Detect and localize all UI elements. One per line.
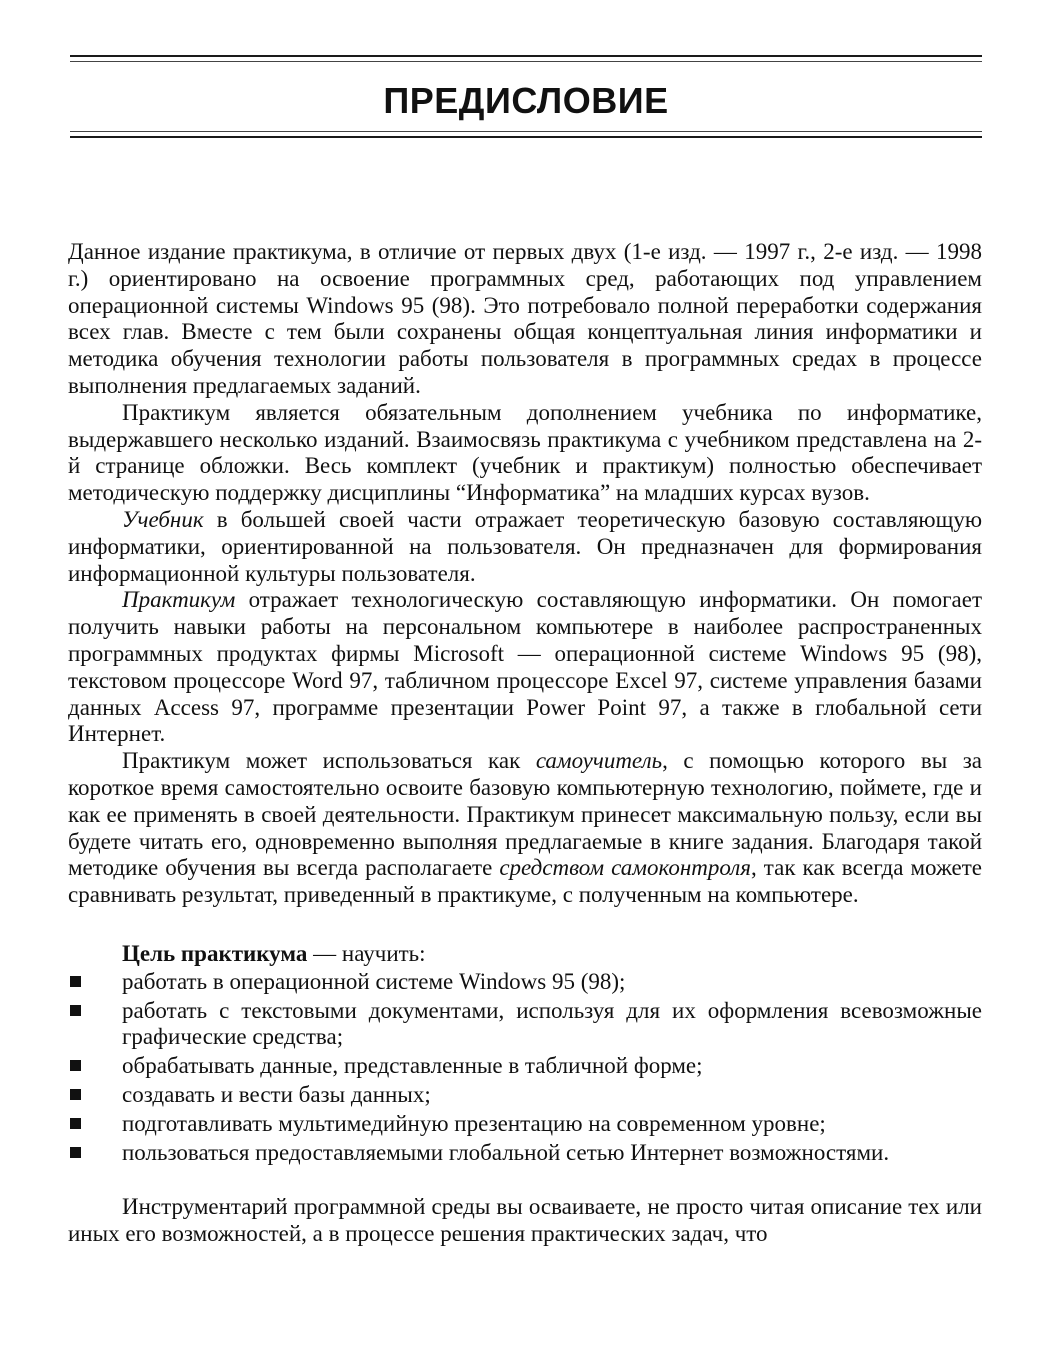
paragraph-5	[68, 748, 982, 909]
goal-list-item	[68, 1053, 982, 1080]
goal-heading-bold: Цель практикума	[122, 940, 308, 966]
paragraph-1-text: Данное издание практикума, в отличие от первых двух (1-е изд. — 1997 г., 2-е изд. — 1998 г.) ориентировано на освоение программных сред, работающих под управлением операционной системы Windows 95 (98). Это потребовало полной переработки содержания всех глав. Вместе с тем были сохранены общая концептуальная линия информатики и методика обучения технологии работы пользователя в программных средах в процессе выполнения предлагаемых заданий.	[68, 239, 982, 398]
header-rule-top-thick	[70, 55, 982, 57]
goal-list-item-text: обрабатывать данные, представленные в табличной форме;	[122, 1053, 703, 1079]
paragraph-1	[68, 239, 982, 400]
goal-list-item-text: работать с текстовыми документами, используя для их оформления всевозможные графические средства;	[122, 997, 982, 1050]
paragraph-2	[68, 400, 982, 507]
goal-list-item	[68, 969, 982, 996]
paragraph-5-emphasis-self-teacher: самоучитель	[535, 748, 663, 774]
page-content	[68, 239, 982, 1248]
square-bullet-icon	[70, 1118, 81, 1129]
paragraph-4-text: отражает технологическую составляющую информатики. Он помогает получить навыки работы на персональном компьютере в наиболее распространенных программных продуктах фирмы Microsoft — операционной системе Windows 95 (98), текстовом процессоре Word 97, табличном процессоре Excel 97, системе управления базами данных Access 97, программе презентации Power Point 97, а также в глобальной сети Интернет.	[68, 587, 982, 747]
paragraph-4	[68, 587, 982, 748]
paragraph-5-emphasis-self-control: средством самоконтроля	[499, 855, 751, 881]
paragraph-5-text-b: , с помощью которого вы за короткое время самостоятельно освоите базовую компьютерную технологию, поймете, где и как ее применять в своей деятельности. Практикум принесет максимальную пользу, если вы будете читать его, одновременно выполняя предлагаемые в книге задания. Благодаря такой методике обучения вы всегда располагаете	[68, 748, 982, 881]
goal-list-item	[68, 1140, 982, 1167]
header-rule-bottom-thin	[70, 131, 982, 132]
paragraph-3-emphasis-textbook: Учебник	[122, 506, 204, 532]
goal-list-item	[68, 1082, 982, 1109]
paragraph-3	[68, 507, 982, 587]
goal-list-item-text: работать в операционной системе Windows 95 (98);	[122, 968, 626, 994]
goal-heading	[68, 941, 982, 968]
goal-list-item	[68, 1111, 982, 1138]
goal-list-item-text: подготавливать мультимедийную презентацию на современном уровне;	[122, 1110, 826, 1136]
goal-list-item-text: пользоваться предоставляемыми глобальной сетью Интернет возможностями.	[122, 1139, 890, 1165]
goal-list-item	[68, 998, 982, 1052]
square-bullet-icon	[70, 1060, 81, 1071]
paragraph-5-text-c: , так как всегда можете сравнивать результат, приведенный в практикуме, с полученным на компьютере.	[68, 855, 982, 908]
square-bullet-icon	[70, 1005, 81, 1016]
goal-list-item-text: создавать и вести базы данных;	[122, 1081, 431, 1107]
square-bullet-icon	[70, 1089, 81, 1100]
paragraph-3-text: в большей своей части отражает теоретическую базовую составляющую информатики, ориентированной на пользователя. Он предназначен для формирования информационной культуры пользователя.	[68, 506, 982, 586]
square-bullet-icon	[70, 976, 81, 987]
header-rule-bottom-thick	[70, 136, 982, 138]
header-rule-top-thin	[70, 61, 982, 62]
page-title: ПРЕДИСЛОВИЕ	[383, 80, 669, 121]
paragraph-2-text: Практикум является обязательным дополнением учебника по информатике, выдержавшего несколько изданий. Взаимосвязь практикума с учебником представлена на 2-й странице обложки. Весь комплект (учебник и практикум) полностью обеспечивает методическую поддержку дисциплины “Информатика” на младших курсах вузов.	[68, 399, 982, 506]
paragraph-4-emphasis-practicum: Практикум	[122, 587, 236, 613]
goal-list	[68, 969, 982, 1167]
square-bullet-icon	[70, 1147, 81, 1158]
closing-paragraph-text: Инструментарий программной среды вы осваиваете, не просто читая описание тех или иных его возможностей, а в процессе решения практических задач, что	[68, 1194, 982, 1247]
paragraph-5-text-a: Практикум может использоваться как	[122, 748, 536, 774]
closing-paragraph	[68, 1194, 982, 1248]
goal-heading-suffix: — научить:	[307, 940, 426, 966]
